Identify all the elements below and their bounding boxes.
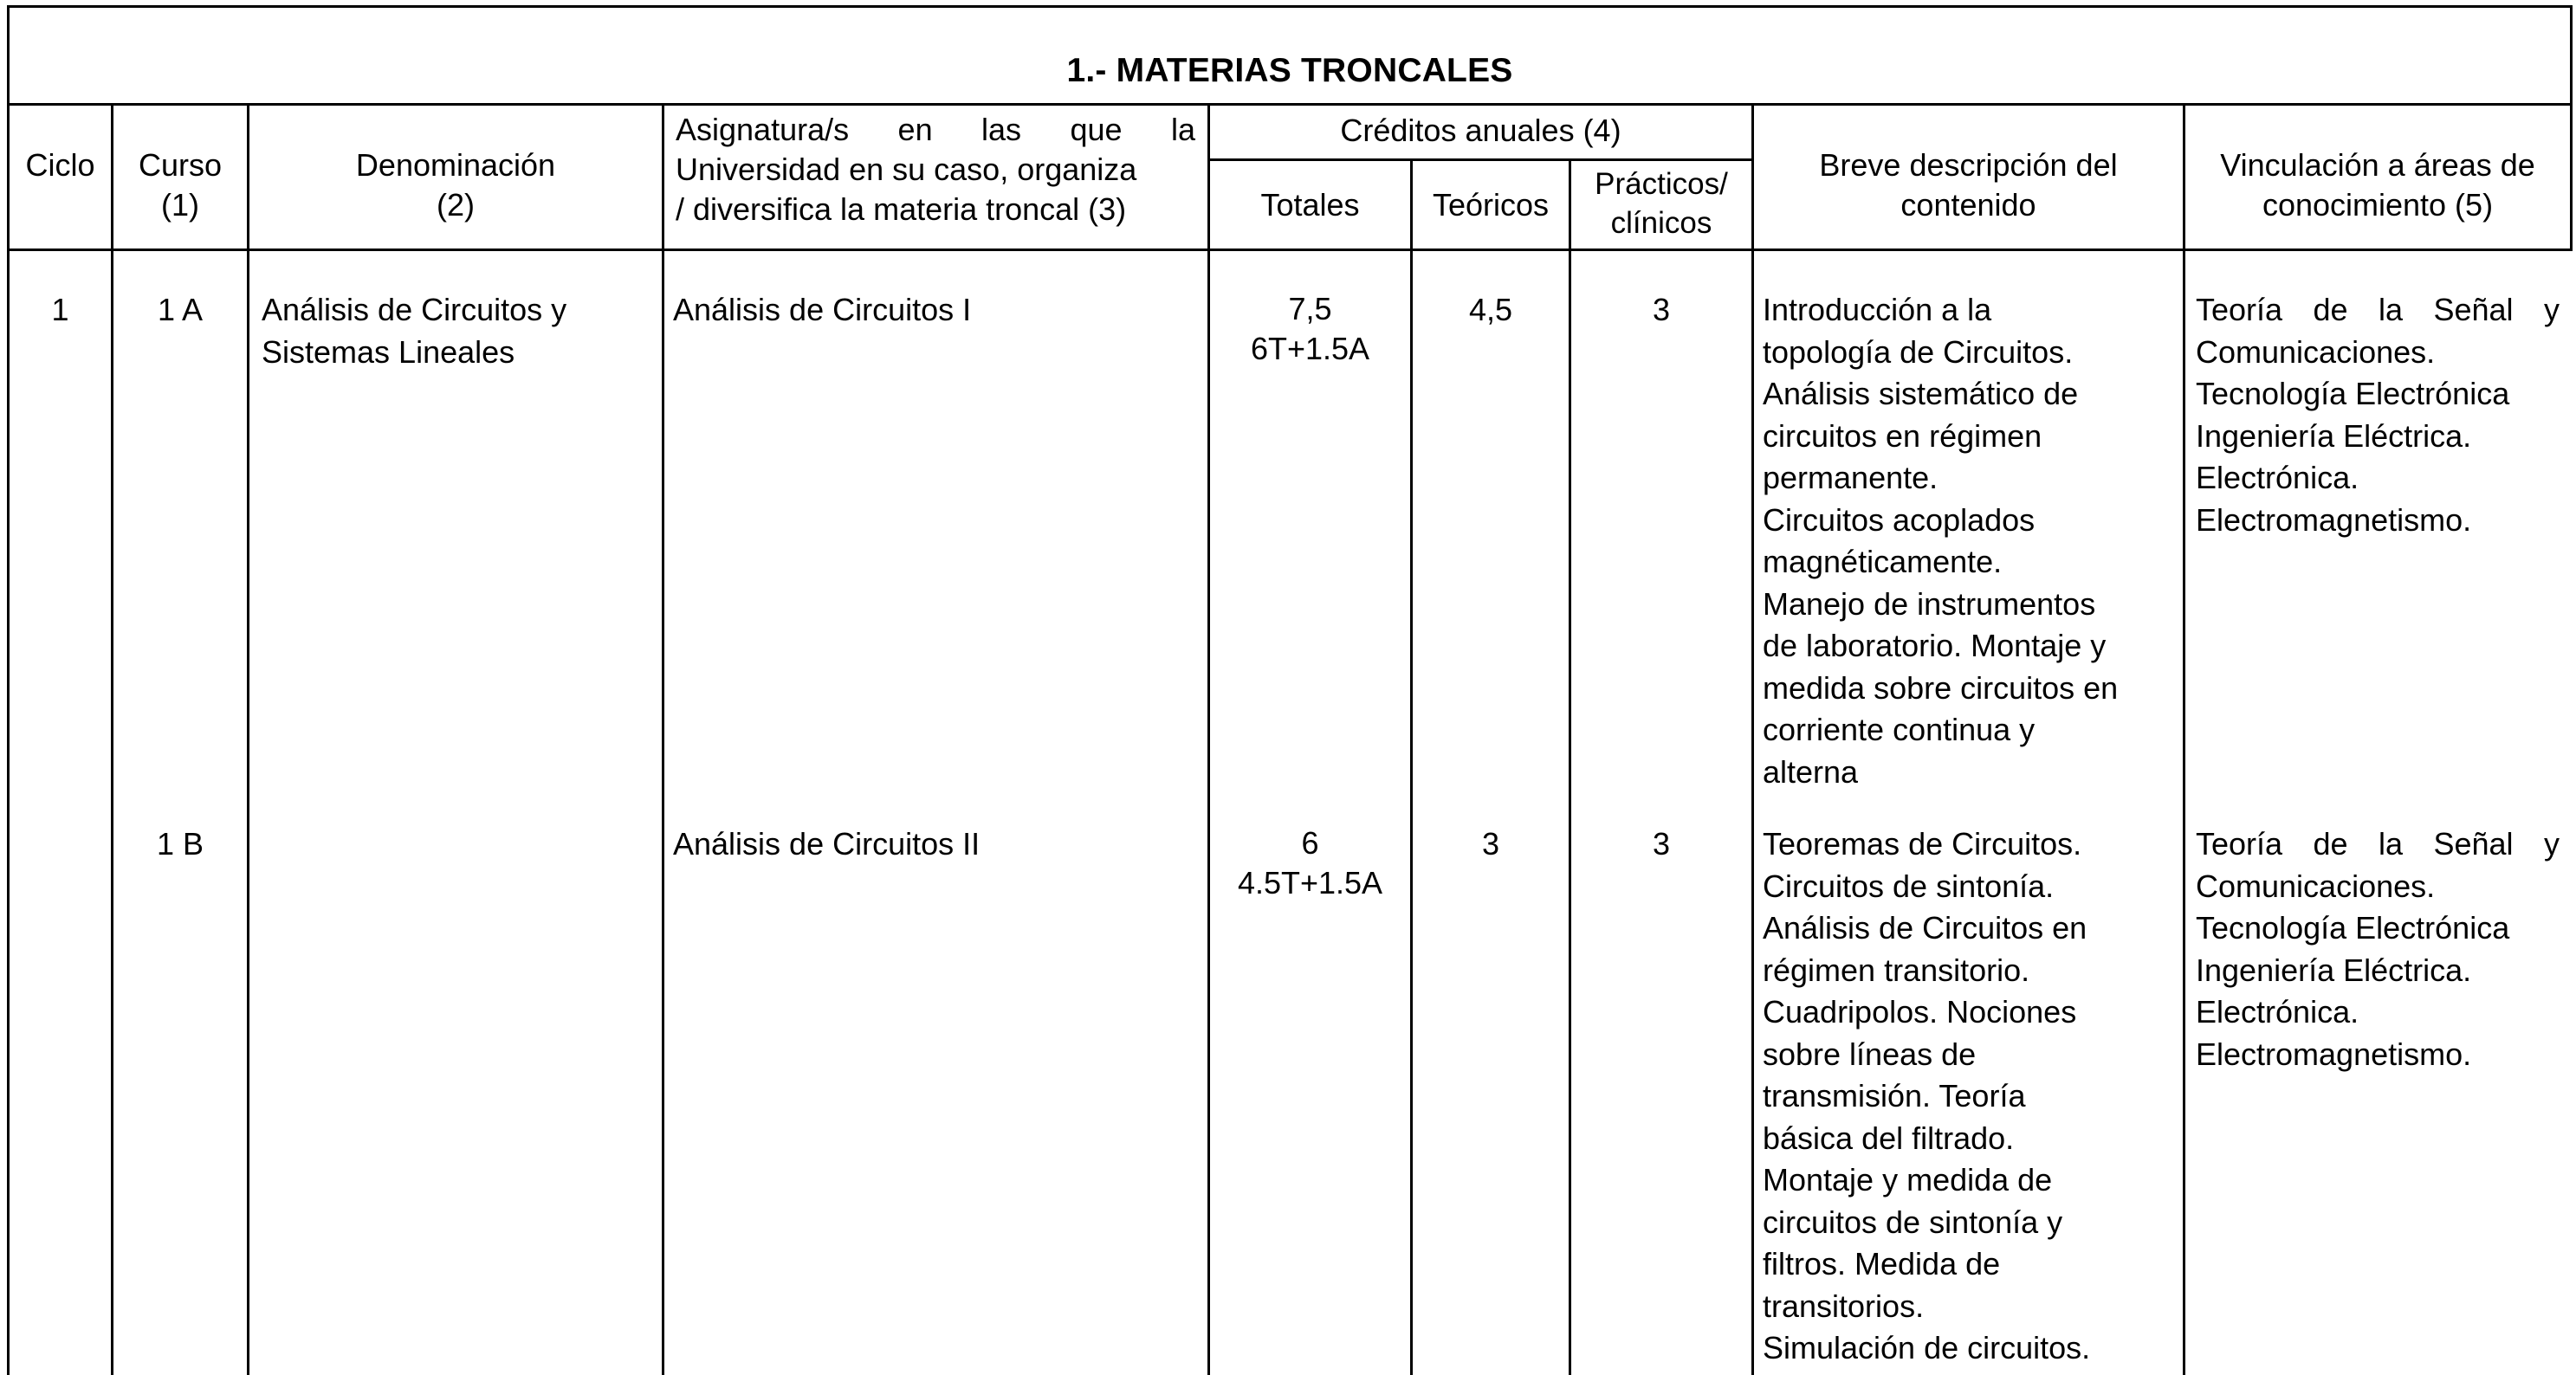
header-descripcion-line: Breve descripción del xyxy=(1819,147,2118,183)
row2-descripcion-line: circuitos de sintonía y xyxy=(1763,1204,2063,1240)
header-ciclo: Ciclo xyxy=(25,147,95,183)
header-denominacion xyxy=(249,145,662,225)
header-asignatura-line: / diversifica la materia troncal (3) xyxy=(676,191,1127,227)
row1-denominacion-line: Sistemas Lineales xyxy=(262,333,515,370)
table-title: 1.- MATERIAS TRONCALES xyxy=(1066,52,1513,89)
row2-descripcion-line: sobre líneas de xyxy=(1763,1036,1977,1072)
row1-ciclo: 1 xyxy=(51,292,69,327)
row2-practicos: 3 xyxy=(1652,826,1671,862)
row1-vinculacion-line: Electromagnetismo. xyxy=(2196,501,2472,538)
row1-totales-line: 6T+1.5A xyxy=(1250,331,1370,366)
header-curso-line: Curso xyxy=(138,147,223,183)
table-top-border xyxy=(7,5,2573,8)
row2-totales xyxy=(1210,823,1410,903)
row2-descripcion-line: régimen transitorio. xyxy=(1763,952,2030,988)
row2-descripcion-line: básica del filtrado. xyxy=(1763,1120,2015,1156)
header-vinculacion-line: Vinculación a áreas de xyxy=(2220,147,2535,183)
row2-totales-line: 6 xyxy=(1301,825,1319,861)
row2-descripcion-line: filtros. Medida de xyxy=(1763,1246,2001,1281)
row1-vinculacion-line: Electrónica. xyxy=(2196,460,2359,495)
row1-teoricos: 4,5 xyxy=(1468,292,1513,327)
row2-vinculacion xyxy=(2196,823,2560,1075)
row1-descripcion-line: Manejo de instrumentos xyxy=(1763,585,2096,622)
header-creditos: Créditos anuales (4) xyxy=(1340,113,1621,148)
row2-vinculacion-line: Electromagnetismo. xyxy=(2196,1036,2472,1072)
header-teoricos: Teóricos xyxy=(1432,187,1550,223)
row1-descripcion-line: corriente continua y xyxy=(1763,712,2036,747)
col-divider-teoricos xyxy=(1569,158,1571,1375)
row2-teoricos: 3 xyxy=(1481,826,1500,862)
row1-vinculacion xyxy=(2196,289,2560,541)
row1-practicos: 3 xyxy=(1652,292,1671,327)
col-divider-descripcion xyxy=(2183,103,2185,1375)
creditos-sub-border xyxy=(1207,158,1753,161)
row2-vinculacion-line: Ingeniería Eléctrica. xyxy=(2196,952,2472,988)
table-left-border xyxy=(7,5,10,1375)
col-divider-denominacion xyxy=(662,103,664,1375)
row1-descripcion-line: magnéticamente. xyxy=(1763,544,2003,579)
col-divider-totales xyxy=(1410,158,1413,1375)
row2-vinculacion-line: Comunicaciones. xyxy=(2196,868,2436,904)
header-curso xyxy=(113,145,247,225)
row1-denominacion xyxy=(262,289,660,373)
row1-totales-line: 7,5 xyxy=(1288,291,1332,326)
header-practicos-line: clínicos xyxy=(1610,206,1712,240)
row1-descripcion xyxy=(1763,289,2180,793)
row2-asignatura: Análisis de Circuitos II xyxy=(673,826,981,862)
row1-asignatura: Análisis de Circuitos I xyxy=(673,292,972,327)
row2-vinculacion-line: Teoría de la Señal y xyxy=(2196,826,2560,862)
row1-descripcion-line: medida sobre circuitos en xyxy=(1763,669,2119,706)
row1-descripcion-line: Introducción a la xyxy=(1763,292,1992,327)
row2-descripcion-line: Teoremas de Circuitos. xyxy=(1763,826,2082,862)
row2-descripcion-line: transitorios. xyxy=(1763,1288,1925,1324)
row1-vinculacion-line: Comunicaciones. xyxy=(2196,333,2436,370)
row1-vinculacion-line: Ingeniería Eléctrica. xyxy=(2196,417,2472,454)
header-practicos-line: Prácticos/ xyxy=(1595,167,1728,201)
row1-vinculacion-line: Tecnología Electrónica xyxy=(2196,376,2510,411)
row1-descripcion-line: alterna xyxy=(1763,753,1859,790)
row1-curso: 1 A xyxy=(157,292,204,327)
header-practicos xyxy=(1571,165,1751,242)
row2-vinculacion-line: Tecnología Electrónica xyxy=(2196,910,2510,946)
row2-descripcion-line: Circuitos de sintonía. xyxy=(1763,868,2055,904)
row2-descripcion-line: Análisis de Circuitos en xyxy=(1763,910,2087,946)
row2-descripcion-line: Cuadripolos. Nociones xyxy=(1763,994,2077,1030)
header-descripcion xyxy=(1754,145,2183,225)
header-denominacion-line: Denominación xyxy=(355,147,556,183)
row2-descripcion-line: transmisión. Teoría xyxy=(1763,1078,2026,1114)
row2-descripcion-line: Simulación de circuitos. xyxy=(1763,1330,2091,1365)
row2-vinculacion-line: Electrónica. xyxy=(2196,994,2359,1030)
row1-descripcion-line: topología de Circuitos. xyxy=(1763,333,2074,370)
row2-totales-line: 4.5T+1.5A xyxy=(1237,865,1383,901)
row1-descripcion-line: Análisis sistemático de xyxy=(1763,376,2079,411)
header-descripcion-line: contenido xyxy=(1900,187,2036,223)
row1-descripcion-line: circuitos en régimen xyxy=(1763,417,2042,454)
row1-descripcion-line: de laboratorio. Montaje y xyxy=(1763,628,2107,663)
col-divider-practicos xyxy=(1751,103,1754,1375)
title-bottom-border xyxy=(7,103,2573,106)
row2-descripcion xyxy=(1763,823,2180,1370)
row1-descripcion-line: permanente. xyxy=(1763,460,1938,495)
header-totales: Totales xyxy=(1260,187,1360,223)
row1-totales xyxy=(1210,289,1410,369)
row1-denominacion-line: Análisis de Circuitos y xyxy=(262,292,567,327)
header-denominacion-line: (2) xyxy=(437,187,475,223)
header-asignatura-line: Asignatura/s en las que la xyxy=(676,112,1195,147)
col-divider-curso xyxy=(247,103,249,1375)
header-curso-line: (1) xyxy=(161,187,199,223)
header-vinculacion-line: conocimiento (5) xyxy=(2262,187,2494,223)
row1-descripcion-line: Circuitos acoplados xyxy=(1763,501,2036,538)
table-right-border xyxy=(2570,5,2573,251)
row1-vinculacion-line: Teoría de la Señal y xyxy=(2196,292,2560,327)
row2-descripcion-line: Montaje y medida de xyxy=(1763,1162,2053,1197)
header-asignatura-line: Universidad en su caso, organiza xyxy=(676,152,1137,187)
header-asignatura xyxy=(676,110,1195,229)
header-bottom-border xyxy=(7,249,2573,251)
header-vinculacion xyxy=(2185,145,2570,225)
row2-curso: 1 B xyxy=(156,826,204,862)
